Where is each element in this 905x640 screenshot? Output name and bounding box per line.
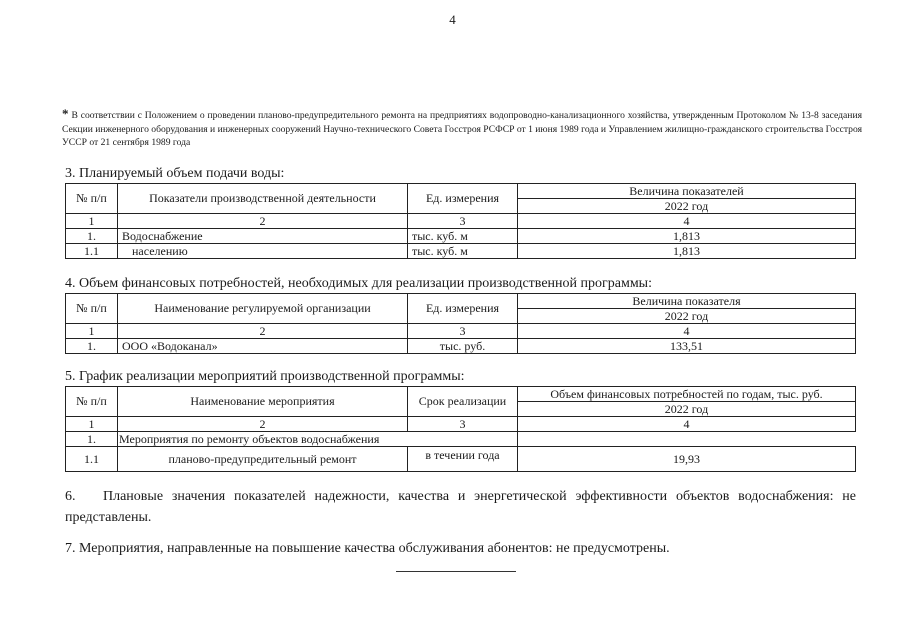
paragraph-6-number: 6. (65, 489, 76, 504)
table-row (66, 447, 856, 472)
group-num: 1. (66, 432, 118, 447)
header-num: № п/п (66, 387, 118, 417)
section-4-title: 4. Объем финансовых потребностей, необходимых для реализации производственной программы: (65, 276, 652, 291)
header-org: Наименование регулируемой организации (118, 294, 408, 324)
header-event: Наименование мероприятия (118, 387, 408, 417)
footnote (62, 107, 862, 150)
section-3-title: 3. Планируемый объем подачи воды: (65, 166, 285, 181)
index-cell: 3 (408, 214, 518, 229)
group-name: Мероприятия по ремонту объектов водоснабжения (118, 432, 518, 447)
index-cell: 1 (66, 214, 118, 229)
row-name: ООО «Водоканал» (118, 339, 408, 354)
header-value: Величина показателей (518, 184, 856, 199)
row-unit: тыс. куб. м (408, 229, 518, 244)
row-num: 1. (66, 229, 118, 244)
header-unit: Ед. измерения (408, 294, 518, 324)
table-row (66, 339, 856, 354)
table-row (66, 229, 856, 244)
row-value: 19,93 (518, 447, 856, 472)
index-cell: 2 (118, 214, 408, 229)
paragraph-6 (65, 486, 856, 528)
schedule-table (65, 386, 856, 472)
row-num: 1.1 (66, 447, 118, 472)
row-term: в течении года (408, 447, 518, 472)
table-row (66, 244, 856, 259)
paragraph-6-text: Плановые значения показателей надежности, качества и энергетической эффективности объектов водоснабжения: не представлены. (65, 489, 856, 525)
group-row (66, 432, 856, 447)
header-term: Срок реализации (408, 387, 518, 417)
row-value: 1,813 (518, 244, 856, 259)
footnote-star: * (62, 106, 69, 121)
row-value: 133,51 (518, 339, 856, 354)
row-unit: тыс. куб. м (408, 244, 518, 259)
footnote-text: В соответствии с Положением о проведении планово-предупредительного ремонта на предприятиях водопроводно-канализационного хозяйства, утвержденным Протоколом № 13-8 заседания Секции инженерного оборудования и инженерных сооружений Научно-технического Совета Госстроя РСФСР от 1 июня 1989 года и Управлением жилищно-гражданского строительства Госстроя УССР от 21 сентября 1989 года (62, 110, 863, 148)
index-cell: 3 (408, 417, 518, 432)
header-num: № п/п (66, 184, 118, 214)
row-name: Водоснабжение (118, 229, 408, 244)
row-name: населению (118, 244, 408, 259)
index-cell: 4 (518, 214, 856, 229)
header-unit: Ед. измерения (408, 184, 518, 214)
row-name: планово-предупредительный ремонт (118, 447, 408, 472)
paragraph-7: 7. Мероприятия, направленные на повышение качества обслуживания абонентов: не предусмотрены. (65, 541, 670, 556)
header-num: № п/п (66, 294, 118, 324)
row-unit: тыс. руб. (408, 339, 518, 354)
section-5-title: 5. График реализации мероприятий производственной программы: (65, 369, 465, 384)
financial-needs-table (65, 293, 856, 354)
index-cell: 1 (66, 417, 118, 432)
index-cell: 2 (118, 417, 408, 432)
end-divider (396, 571, 516, 572)
page-number: 4 (449, 12, 456, 27)
row-num: 1. (66, 339, 118, 354)
index-cell: 4 (518, 417, 856, 432)
row-num: 1.1 (66, 244, 118, 259)
header-year: 2022 год (518, 309, 856, 324)
index-cell: 1 (66, 324, 118, 339)
water-supply-table (65, 183, 856, 259)
index-cell: 4 (518, 324, 856, 339)
header-year: 2022 год (518, 402, 856, 417)
row-value: 1,813 (518, 229, 856, 244)
index-cell: 3 (408, 324, 518, 339)
header-value: Объем финансовых потребностей по годам, тыс. руб. (518, 387, 856, 402)
header-value: Величина показателя (518, 294, 856, 309)
header-indicator: Показатели производственной деятельности (118, 184, 408, 214)
index-cell: 2 (118, 324, 408, 339)
header-year: 2022 год (518, 199, 856, 214)
